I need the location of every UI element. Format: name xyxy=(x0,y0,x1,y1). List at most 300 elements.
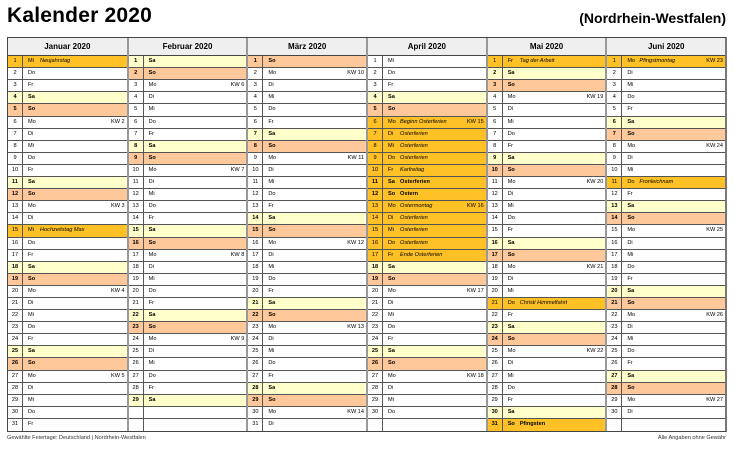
day-number: 17 xyxy=(607,250,622,261)
day-number: 14 xyxy=(368,213,383,224)
day-row[interactable] xyxy=(8,371,127,383)
day-note xyxy=(520,407,604,418)
calendar-week: KW 16 xyxy=(466,203,484,210)
day-row[interactable] xyxy=(129,238,247,250)
day-row[interactable] xyxy=(248,141,366,153)
day-number: 4 xyxy=(368,92,383,103)
weekday-label: So xyxy=(627,384,635,391)
calendar-week: KW 22 xyxy=(586,348,604,355)
day-row[interactable] xyxy=(8,358,127,370)
day-row[interactable] xyxy=(248,383,366,395)
day-row[interactable] xyxy=(129,92,247,104)
day-row[interactable] xyxy=(368,358,486,370)
day-row[interactable] xyxy=(488,262,606,274)
day-number: 19 xyxy=(607,274,622,285)
calendar-week: KW 2 xyxy=(110,118,125,125)
calendar-week: KW 9 xyxy=(230,336,245,343)
weekday-label: Mo xyxy=(268,408,277,415)
day-row[interactable] xyxy=(8,56,127,68)
weekday-label: So xyxy=(627,299,635,306)
day-note xyxy=(520,213,604,224)
day-row[interactable] xyxy=(607,395,725,407)
day-row[interactable] xyxy=(607,68,725,80)
calendar-week: KW 21 xyxy=(586,263,604,270)
day-row[interactable] xyxy=(488,92,606,104)
day-note xyxy=(639,334,723,345)
day-note xyxy=(280,141,364,152)
day-row[interactable] xyxy=(607,129,725,141)
day-row[interactable] xyxy=(248,129,366,141)
weekday-label: Mi xyxy=(148,106,155,113)
day-row[interactable] xyxy=(129,201,247,213)
day-row[interactable] xyxy=(8,262,127,274)
day-note: Osterferien xyxy=(400,142,428,149)
day-row[interactable] xyxy=(488,383,606,395)
day-note xyxy=(280,334,364,345)
day-row[interactable] xyxy=(368,346,486,358)
day-row[interactable] xyxy=(8,129,127,141)
day-number: 10 xyxy=(248,165,263,176)
weekday-label: So xyxy=(507,251,515,258)
day-number: 7 xyxy=(488,129,503,140)
day-note xyxy=(161,177,245,188)
day-number: 29 xyxy=(607,395,622,406)
day-note xyxy=(161,68,245,79)
day-row[interactable] xyxy=(8,201,127,213)
weekday-label: Di xyxy=(28,130,34,137)
day-row[interactable] xyxy=(488,407,606,419)
weekday-label: Di xyxy=(507,106,513,113)
day-row[interactable] xyxy=(129,310,247,322)
weekday-label: Sa xyxy=(388,263,395,270)
day-note xyxy=(639,298,723,309)
weekday-label: Mo xyxy=(388,372,396,379)
day-row[interactable] xyxy=(607,407,725,419)
day-row[interactable] xyxy=(607,371,725,383)
day-row[interactable] xyxy=(368,286,486,298)
day-row[interactable] xyxy=(248,334,366,346)
day-row[interactable] xyxy=(368,274,486,286)
day-number xyxy=(129,419,144,431)
day-number: 31 xyxy=(8,419,23,431)
day-row[interactable] xyxy=(129,68,247,80)
day-row[interactable] xyxy=(8,80,127,92)
weekday-label: Sa xyxy=(148,396,156,403)
day-note xyxy=(161,334,231,345)
day-note xyxy=(161,165,231,176)
day-row[interactable] xyxy=(368,250,486,262)
day-row[interactable] xyxy=(488,286,606,298)
day-note xyxy=(639,322,723,333)
day-row[interactable] xyxy=(488,56,606,68)
day-row[interactable] xyxy=(129,358,247,370)
day-row[interactable] xyxy=(488,250,606,262)
day-row[interactable] xyxy=(368,56,486,68)
day-row[interactable] xyxy=(488,153,606,165)
day-row[interactable] xyxy=(607,334,725,346)
weekday-label: So xyxy=(28,275,36,282)
weekday-label: Mo xyxy=(268,324,277,331)
day-row[interactable] xyxy=(488,322,606,334)
day-number: 28 xyxy=(129,383,144,394)
weekday-label: Fr xyxy=(388,336,394,343)
calendar-week xyxy=(723,177,725,188)
day-row[interactable] xyxy=(248,274,366,286)
day-note: Hochzeitstag Max xyxy=(40,227,85,234)
day-row[interactable] xyxy=(368,225,486,237)
weekday-label: Fr xyxy=(268,203,274,210)
day-row[interactable] xyxy=(368,213,486,225)
day-row[interactable] xyxy=(129,153,247,165)
day-row[interactable] xyxy=(129,346,247,358)
month-column xyxy=(605,38,725,431)
day-row[interactable] xyxy=(368,371,486,383)
day-number: 6 xyxy=(129,117,144,128)
day-row[interactable] xyxy=(248,395,366,407)
day-row[interactable] xyxy=(129,322,247,334)
day-number: 7 xyxy=(607,129,622,140)
day-row[interactable] xyxy=(129,334,247,346)
day-number: 26 xyxy=(368,358,383,369)
day-row[interactable] xyxy=(607,117,725,129)
day-row[interactable] xyxy=(129,129,247,141)
day-row[interactable] xyxy=(607,238,725,250)
day-row[interactable] xyxy=(607,310,725,322)
day-row[interactable] xyxy=(129,213,247,225)
weekday-label: Do xyxy=(28,324,36,331)
day-row[interactable] xyxy=(248,177,366,189)
day-number: 26 xyxy=(607,358,622,369)
day-row[interactable] xyxy=(8,225,127,237)
day-row[interactable] xyxy=(129,395,247,407)
day-row[interactable] xyxy=(8,346,127,358)
day-row[interactable] xyxy=(488,129,606,141)
day-number: 20 xyxy=(8,286,23,297)
weekday-label: Mi xyxy=(388,312,394,319)
day-row[interactable] xyxy=(129,56,247,68)
day-row[interactable] xyxy=(8,310,127,322)
day-row[interactable] xyxy=(488,141,606,153)
calendar-week: KW 5 xyxy=(110,372,125,379)
day-row[interactable] xyxy=(607,274,725,286)
day-row[interactable] xyxy=(248,346,366,358)
day-row[interactable] xyxy=(488,334,606,346)
day-row[interactable] xyxy=(488,213,606,225)
day-row[interactable] xyxy=(8,104,127,116)
day-row[interactable] xyxy=(129,262,247,274)
day-note xyxy=(639,80,723,91)
day-row[interactable] xyxy=(607,177,725,189)
day-row[interactable] xyxy=(129,250,247,262)
calendar-week: KW 18 xyxy=(466,372,484,379)
day-row[interactable] xyxy=(248,92,366,104)
day-note xyxy=(400,262,484,273)
day-row[interactable] xyxy=(607,250,725,262)
day-row[interactable] xyxy=(8,177,127,189)
day-row[interactable] xyxy=(368,298,486,310)
day-note xyxy=(40,153,125,164)
day-row[interactable] xyxy=(368,165,486,177)
day-row[interactable] xyxy=(488,358,606,370)
day-row[interactable] xyxy=(368,322,486,334)
day-row[interactable] xyxy=(607,262,725,274)
day-row[interactable] xyxy=(607,80,725,92)
weekday-label xyxy=(383,419,400,431)
day-row[interactable] xyxy=(488,201,606,213)
day-row[interactable] xyxy=(248,104,366,116)
day-row[interactable] xyxy=(129,274,247,286)
weekday-label: Mi xyxy=(388,58,394,65)
day-note xyxy=(639,225,706,236)
day-row[interactable] xyxy=(488,68,606,80)
day-row[interactable] xyxy=(607,104,725,116)
day-number: 20 xyxy=(488,286,503,297)
month-column xyxy=(366,38,486,431)
day-row[interactable] xyxy=(368,80,486,92)
day-row[interactable] xyxy=(368,117,486,129)
day-note xyxy=(161,310,245,321)
day-note xyxy=(280,56,364,67)
day-number: 15 xyxy=(129,225,144,236)
day-row[interactable] xyxy=(607,189,725,201)
day-note xyxy=(161,419,245,431)
day-row[interactable] xyxy=(607,56,725,68)
day-row[interactable] xyxy=(488,371,606,383)
day-row[interactable] xyxy=(8,92,127,104)
weekday-label: Di xyxy=(148,94,154,101)
weekday-label: Fr xyxy=(28,166,34,173)
day-row[interactable] xyxy=(607,298,725,310)
day-row[interactable] xyxy=(607,322,725,334)
weekday-label: Di xyxy=(268,82,274,89)
day-note xyxy=(161,80,231,91)
day-row[interactable] xyxy=(8,117,127,129)
day-row[interactable] xyxy=(129,104,247,116)
day-row[interactable] xyxy=(488,165,606,177)
day-row[interactable] xyxy=(8,407,127,419)
day-row[interactable] xyxy=(488,310,606,322)
day-note xyxy=(639,129,723,140)
day-note xyxy=(400,92,484,103)
weekday-label: Do xyxy=(148,118,156,125)
day-row[interactable] xyxy=(368,310,486,322)
day-row[interactable] xyxy=(607,141,725,153)
day-note xyxy=(161,225,245,236)
day-row[interactable] xyxy=(8,383,127,395)
day-row[interactable] xyxy=(248,117,366,129)
calendar-week xyxy=(723,68,725,79)
weekday-label: Di xyxy=(148,348,154,355)
day-row[interactable] xyxy=(368,153,486,165)
day-row[interactable] xyxy=(368,238,486,250)
calendar-week: KW 17 xyxy=(466,287,484,294)
day-number: 4 xyxy=(607,92,622,103)
day-row[interactable] xyxy=(129,177,247,189)
weekday-label: Fr xyxy=(627,106,633,113)
day-row[interactable] xyxy=(368,104,486,116)
weekday-label: Mi xyxy=(28,312,34,319)
day-row[interactable] xyxy=(248,225,366,237)
calendar-week xyxy=(723,201,725,212)
day-number: 25 xyxy=(607,346,622,357)
day-row[interactable] xyxy=(368,334,486,346)
day-row[interactable] xyxy=(8,322,127,334)
day-row[interactable] xyxy=(8,395,127,407)
day-row[interactable] xyxy=(8,286,127,298)
day-row[interactable] xyxy=(248,189,366,201)
day-note xyxy=(40,165,125,176)
day-row[interactable] xyxy=(129,80,247,92)
day-row[interactable] xyxy=(129,298,247,310)
day-row[interactable] xyxy=(607,92,725,104)
day-row[interactable] xyxy=(368,92,486,104)
day-row[interactable] xyxy=(129,189,247,201)
day-row[interactable] xyxy=(129,371,247,383)
day-row[interactable] xyxy=(488,104,606,116)
day-number: 30 xyxy=(488,407,503,418)
day-number: 9 xyxy=(248,153,263,164)
day-note xyxy=(400,104,484,115)
day-row[interactable] xyxy=(248,286,366,298)
day-row[interactable] xyxy=(248,80,366,92)
day-row[interactable] xyxy=(488,117,606,129)
day-row[interactable] xyxy=(8,238,127,250)
day-row[interactable] xyxy=(368,177,486,189)
day-row[interactable] xyxy=(607,201,725,213)
day-row[interactable] xyxy=(248,250,366,262)
day-row[interactable] xyxy=(8,298,127,310)
weekday-label: Sa xyxy=(388,348,395,355)
day-row[interactable] xyxy=(129,383,247,395)
day-row[interactable] xyxy=(248,153,366,165)
day-row[interactable] xyxy=(248,262,366,274)
empty-day-row xyxy=(368,419,486,431)
day-row[interactable] xyxy=(488,346,606,358)
day-row[interactable] xyxy=(8,68,127,80)
day-row[interactable] xyxy=(488,189,606,201)
day-note xyxy=(280,250,364,261)
day-row[interactable] xyxy=(368,395,486,407)
day-note xyxy=(520,177,587,188)
day-number: 9 xyxy=(607,153,622,164)
day-row[interactable] xyxy=(248,68,366,80)
calendar-week xyxy=(723,117,725,128)
day-row[interactable] xyxy=(8,250,127,262)
day-row[interactable] xyxy=(8,189,127,201)
day-note xyxy=(520,141,604,152)
weekday-label: Do xyxy=(268,191,276,198)
day-number: 4 xyxy=(248,92,263,103)
day-row[interactable] xyxy=(8,274,127,286)
day-row[interactable] xyxy=(129,117,247,129)
weekday-label: Fr xyxy=(148,215,154,222)
day-row[interactable] xyxy=(248,298,366,310)
day-number: 23 xyxy=(488,322,503,333)
day-row[interactable] xyxy=(488,225,606,237)
day-row[interactable] xyxy=(607,346,725,358)
day-number: 3 xyxy=(488,80,503,91)
day-row[interactable] xyxy=(8,153,127,165)
day-row[interactable] xyxy=(368,141,486,153)
day-number: 15 xyxy=(248,225,263,236)
day-row[interactable] xyxy=(607,358,725,370)
day-number: 30 xyxy=(8,407,23,418)
day-row[interactable] xyxy=(129,165,247,177)
day-row[interactable] xyxy=(368,129,486,141)
day-row[interactable] xyxy=(368,262,486,274)
day-row[interactable] xyxy=(248,165,366,177)
day-row[interactable] xyxy=(8,141,127,153)
day-note xyxy=(161,395,245,406)
day-note xyxy=(161,213,245,224)
day-row[interactable] xyxy=(488,177,606,189)
day-row[interactable] xyxy=(368,68,486,80)
day-row[interactable] xyxy=(488,274,606,286)
calendar-week xyxy=(723,189,725,200)
day-row[interactable] xyxy=(607,383,725,395)
day-row[interactable] xyxy=(248,310,366,322)
day-row[interactable] xyxy=(129,286,247,298)
day-row[interactable] xyxy=(248,201,366,213)
day-row[interactable] xyxy=(488,238,606,250)
day-row[interactable] xyxy=(248,56,366,68)
day-row[interactable] xyxy=(8,419,127,431)
day-note xyxy=(161,358,245,369)
day-row[interactable] xyxy=(129,141,247,153)
day-note xyxy=(40,334,125,345)
day-row[interactable] xyxy=(488,298,606,310)
day-row[interactable] xyxy=(248,322,366,334)
day-row[interactable] xyxy=(248,407,366,419)
day-row[interactable] xyxy=(488,80,606,92)
day-number: 22 xyxy=(129,310,144,321)
day-note xyxy=(40,407,125,418)
day-row[interactable] xyxy=(8,334,127,346)
day-row[interactable] xyxy=(607,213,725,225)
weekday-label: Fr xyxy=(507,142,513,149)
day-row[interactable] xyxy=(488,419,606,431)
day-row[interactable] xyxy=(248,213,366,225)
day-note xyxy=(40,395,125,406)
weekday-label: So xyxy=(388,106,396,113)
day-row[interactable] xyxy=(607,225,725,237)
day-number: 2 xyxy=(368,68,383,79)
day-row[interactable] xyxy=(368,383,486,395)
day-row[interactable] xyxy=(368,189,486,201)
day-note xyxy=(40,141,125,152)
weekday-label: Mi xyxy=(507,118,514,125)
day-row[interactable] xyxy=(8,165,127,177)
day-row[interactable] xyxy=(488,395,606,407)
day-row[interactable] xyxy=(368,201,486,213)
day-row[interactable] xyxy=(129,225,247,237)
day-note xyxy=(639,262,723,273)
day-number: 2 xyxy=(488,68,503,79)
footer-holidays-note: Gewählte Feiertage: Deutschland | Nordrhein-Westfalen xyxy=(7,435,146,441)
day-row[interactable] xyxy=(607,165,725,177)
day-row[interactable] xyxy=(248,358,366,370)
day-row[interactable] xyxy=(607,153,725,165)
day-note xyxy=(520,358,604,369)
day-row[interactable] xyxy=(368,407,486,419)
day-row[interactable] xyxy=(248,371,366,383)
day-note xyxy=(40,238,125,249)
day-row[interactable] xyxy=(248,238,366,250)
day-row[interactable] xyxy=(607,286,725,298)
day-number: 17 xyxy=(368,250,383,261)
day-row[interactable] xyxy=(248,419,366,431)
day-row[interactable] xyxy=(8,213,127,225)
